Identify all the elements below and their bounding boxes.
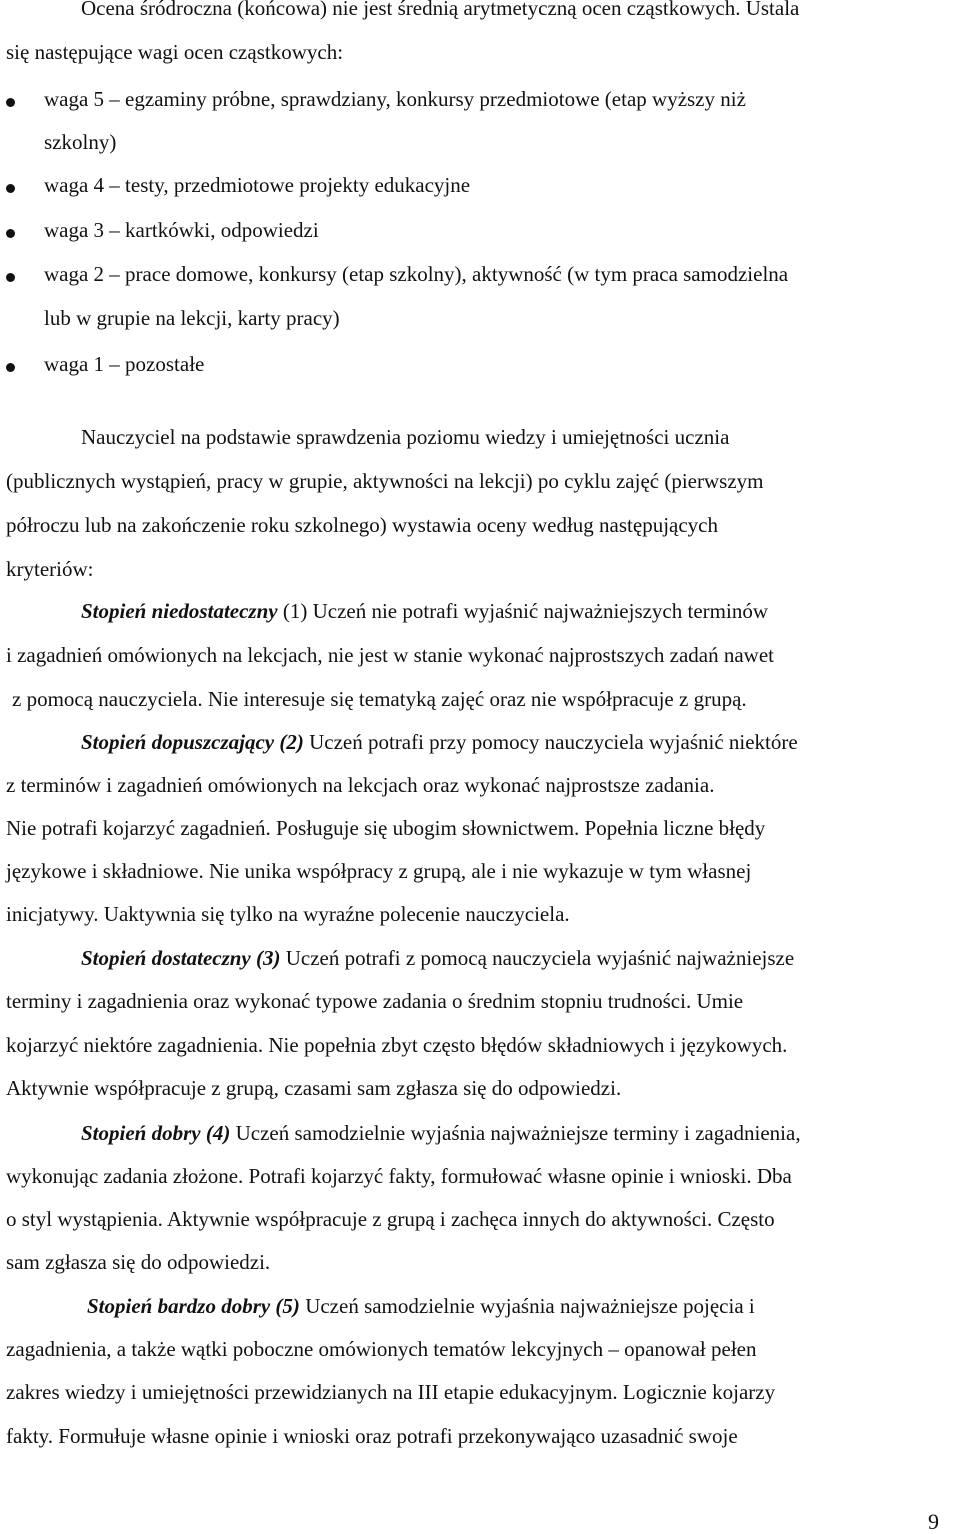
criteria-intro-line-1: Nauczyciel na podstawie sprawdzenia poziomu wiedzy i umiejętności ucznia <box>81 425 730 449</box>
page-number: 9 <box>928 1509 939 1534</box>
grade-1-line-3: z pomocą nauczyciela. Nie interesuje się tematyką zajęć oraz nie współpracuje z grupą. <box>12 687 747 711</box>
grade-4-line-3: o styl wystąpienia. Aktywnie współpracuje z grupą i zachęca innych do aktywności. Często <box>6 1207 775 1231</box>
grade-4-first-line <box>81 1123 801 1144</box>
grade-4-line-2: wykonując zadania złożone. Potrafi kojarzyć fakty, formułować własne opinie i wnioski. Dba <box>6 1164 792 1188</box>
grade-3-text: Uczeń potrafi z pomocą nauczyciela wyjaśnić najważniejsze <box>285 946 795 970</box>
criteria-intro-line-2: (publicznych wystąpień, pracy w grupie, aktywności na lekcji) po cyklu zajęć (pierwszym <box>6 469 764 493</box>
grade-2-line-2: z terminów i zagadnień omówionych na lekcjach oraz wykonać najprostsze zadania. <box>6 773 715 797</box>
grade-5-line-4: fakty. Formułuje własne opinie i wnioski oraz potrafi przekonywająco uzasadnić swoje <box>6 1424 738 1448</box>
grade-5-line-3: zakres wiedzy i umiejętności przewidzianych na III etapie edukacyjnym. Logicznie kojarzy <box>6 1380 776 1404</box>
grade-3-line-3: kojarzyć niektóre zagadnienia. Nie popełnia zbyt często błędów składniowych i językowych. <box>6 1033 788 1057</box>
grade-3-line-4: Aktywnie współpracuje z grupą, czasami sam zgłasza się do odpowiedzi. <box>6 1076 622 1100</box>
grade-3-line-2: terminy i zagadnienia oraz wykonać typowe zadania o średnim stopniu trudności. Umie <box>6 989 744 1013</box>
intro-line-1: Ocena śródroczna (końcowa) nie jest średnią arytmetyczną ocen cząstkowych. Ustala <box>81 0 800 20</box>
bullet-icon <box>6 98 15 107</box>
grade-1-first-line <box>81 601 768 622</box>
grade-5-line-2: zagadnienia, a także wątki poboczne omówionych tematów lekcyjnych – opanował pełen <box>6 1337 757 1361</box>
weight-item-5-line-2: szkolny) <box>44 130 117 154</box>
criteria-intro-line-3: półroczu lub na zakończenie roku szkolnego) wystawia oceny według następujących <box>6 513 718 537</box>
weight-item-2-line-2: lub w grupie na lekcji, karty pracy) <box>44 306 340 330</box>
bullet-icon <box>6 184 15 193</box>
bullet-icon <box>6 363 15 372</box>
grade-1-line-2: i zagadnień omówionych na lekcjach, nie jest w stanie wykonać najprostszych zadań nawet <box>6 643 774 667</box>
grade-5-first-line <box>87 1296 755 1317</box>
criteria-intro-line-4: kryteriów: <box>6 557 94 581</box>
weight-item-3: waga 3 – kartkówki, odpowiedzi <box>44 218 319 242</box>
grade-2-text: Uczeń potrafi przy pomocy nauczyciela wyjaśnić niektóre <box>309 730 798 754</box>
grade-4-label: Stopień dobry (4) <box>81 1121 231 1145</box>
grade-1-label: Stopień niedostateczny <box>81 599 278 623</box>
weight-item-5-line-1: waga 5 – egzaminy próbne, sprawdziany, konkursy przedmiotowe (etap wyższy niż <box>44 87 746 111</box>
intro-line-2: się następujące wagi ocen cząstkowych: <box>6 40 344 64</box>
grade-2-label: Stopień dopuszczający (2) <box>81 730 304 754</box>
bullet-icon <box>6 229 15 238</box>
grade-4-text: Uczeń samodzielnie wyjaśnia najważniejsze terminy i zagadnienia, <box>235 1121 801 1145</box>
weight-item-1: waga 1 – pozostałe <box>44 352 205 376</box>
bullet-icon <box>6 273 15 282</box>
grade-1-text: (1) Uczeń nie potrafi wyjaśnić najważniejszych terminów <box>282 599 768 623</box>
grade-2-line-4: językowe i składniowe. Nie unika współpracy z grupą, ale i nie wykazuje w tym własnej <box>6 859 752 883</box>
weight-item-2-line-1: waga 2 – prace domowe, konkursy (etap szkolny), aktywność (w tym praca samodzielna <box>44 262 789 286</box>
grade-3-label: Stopień dostateczny (3) <box>81 946 281 970</box>
grade-2-line-5: inicjatywy. Uaktywnia się tylko na wyraźne polecenie nauczyciela. <box>6 902 570 926</box>
grade-5-label: Stopień bardzo dobry (5) <box>87 1294 300 1318</box>
grade-3-first-line <box>81 948 794 969</box>
grade-4-line-4: sam zgłasza się do odpowiedzi. <box>6 1250 271 1274</box>
grade-5-text: Uczeń samodzielnie wyjaśnia najważniejsze pojęcia i <box>305 1294 755 1318</box>
weight-item-4: waga 4 – testy, przedmiotowe projekty edukacyjne <box>44 173 471 197</box>
grade-2-line-3: Nie potrafi kojarzyć zagadnień. Posługuje się ubogim słownictwem. Popełnia liczne błędy <box>6 816 766 840</box>
grade-2-first-line <box>81 732 798 753</box>
